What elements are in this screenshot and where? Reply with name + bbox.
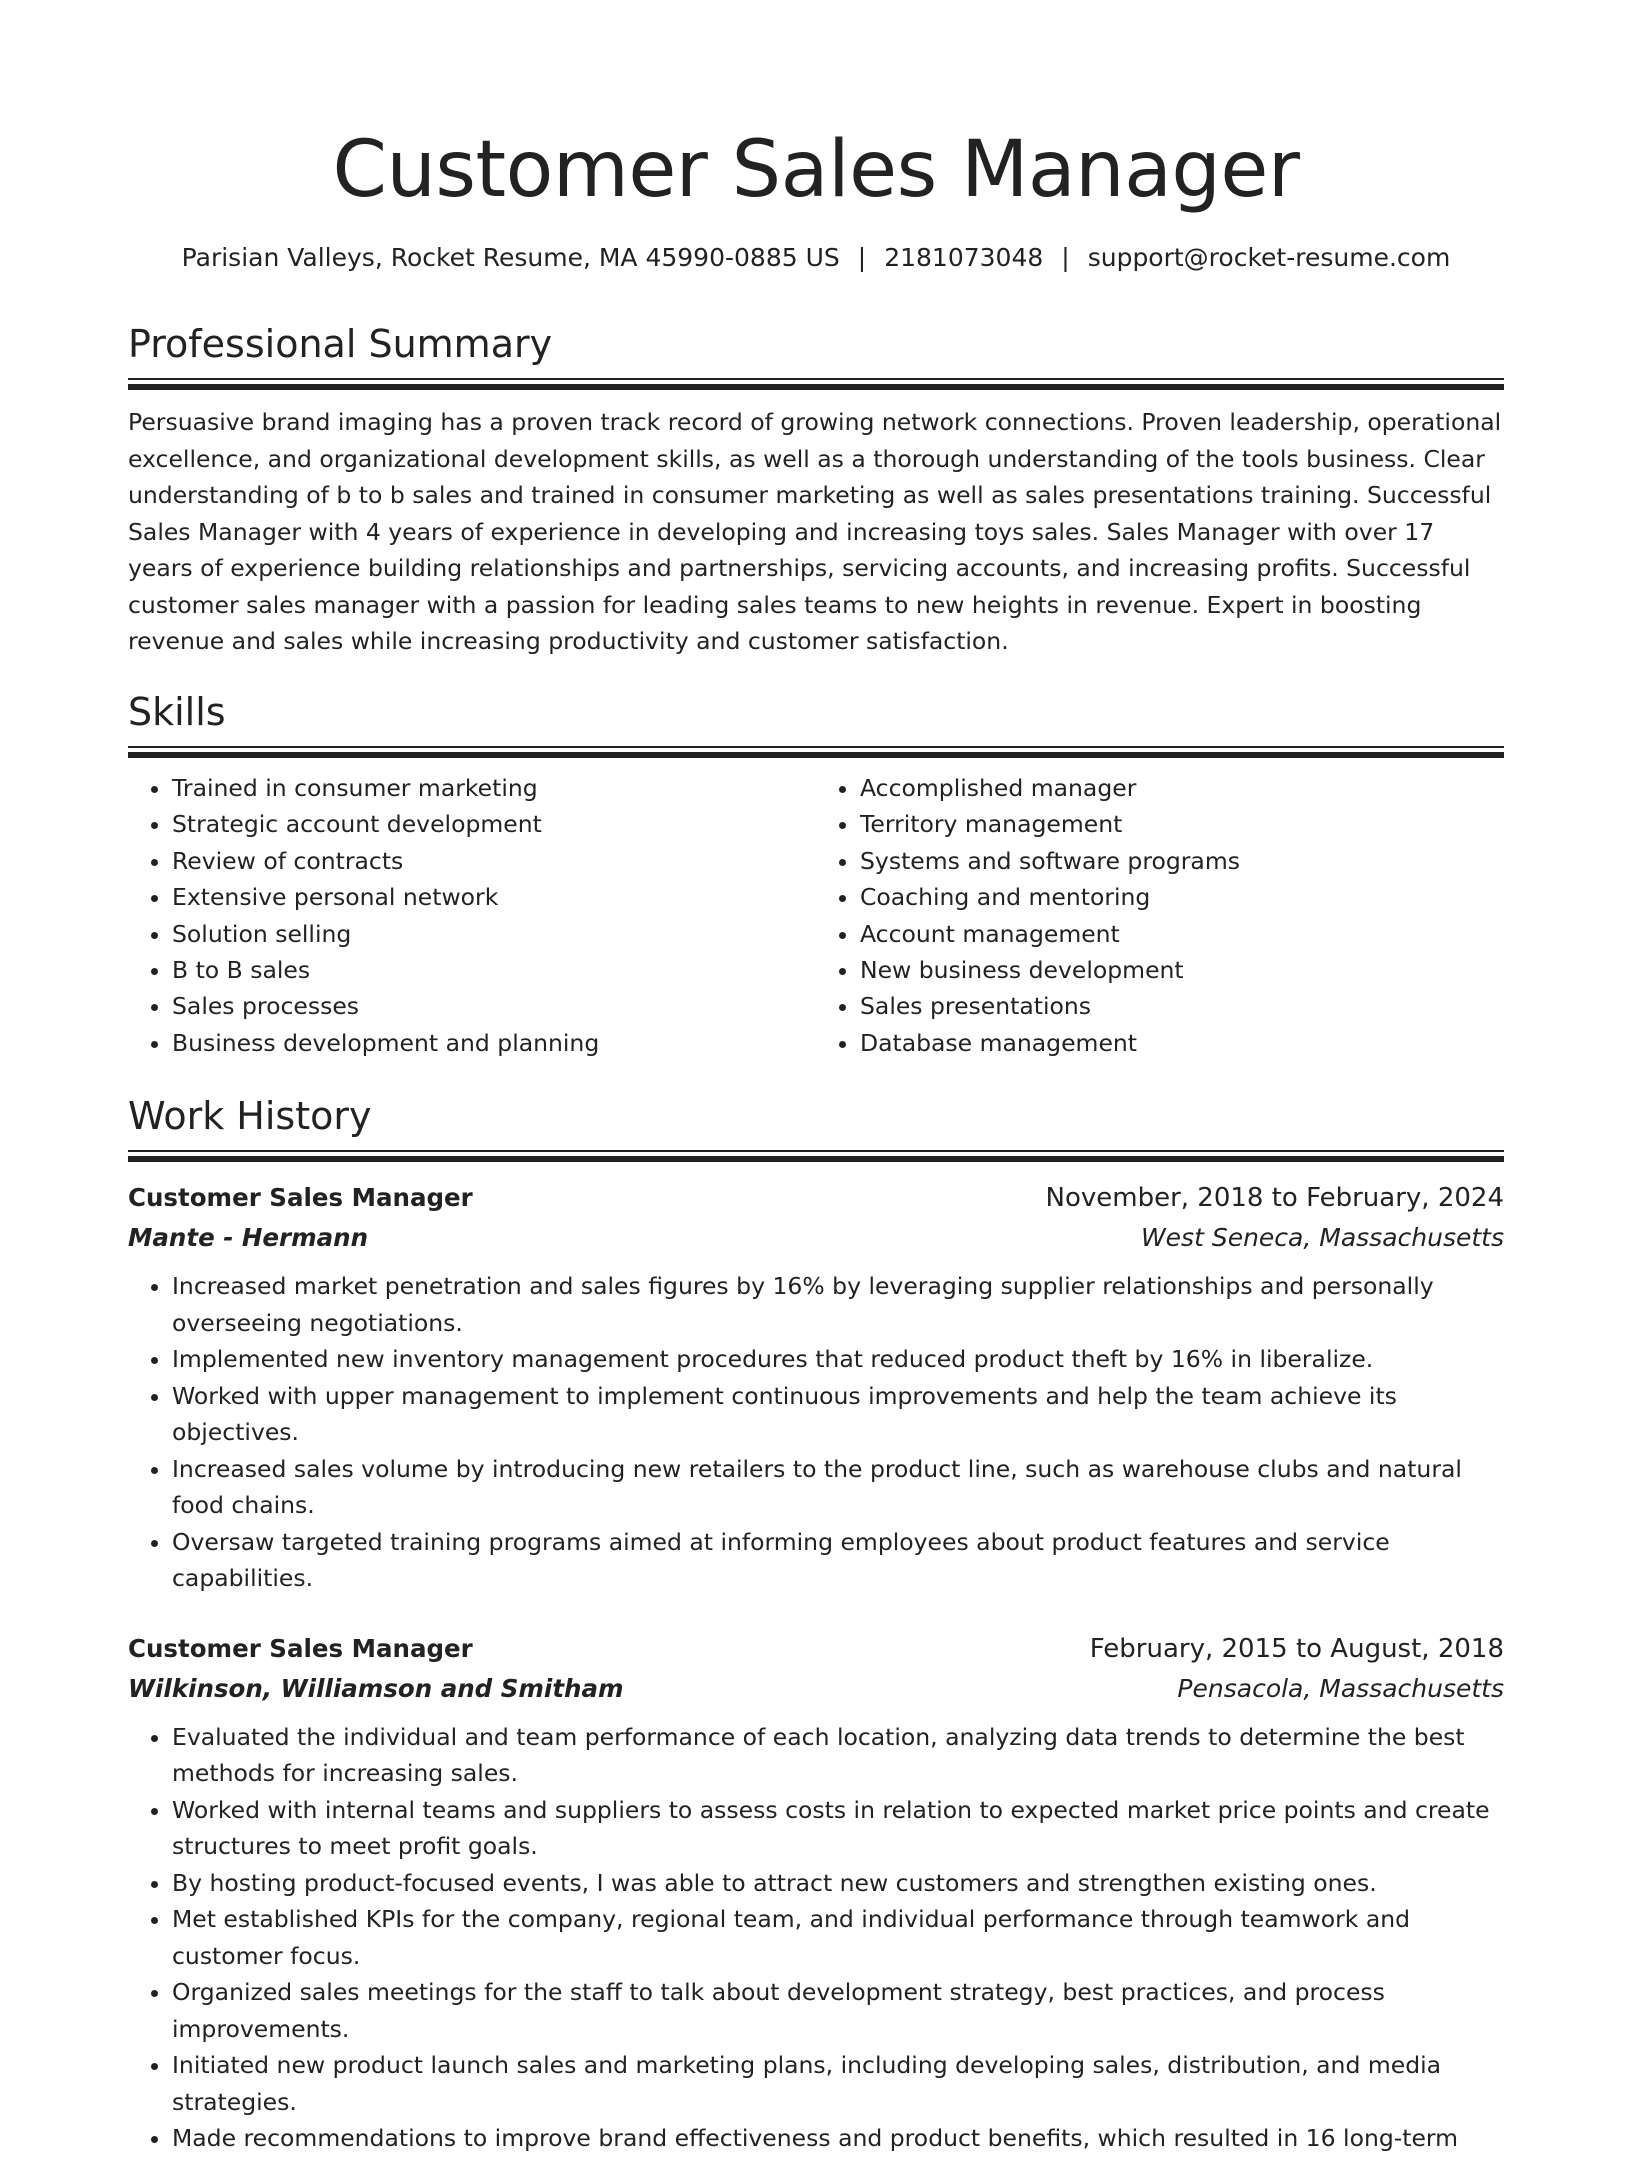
section-divider xyxy=(128,378,1504,390)
section-title-work-history: Work History xyxy=(128,1094,372,1138)
section-title-summary: Professional Summary xyxy=(128,322,553,366)
contact-separator: | xyxy=(857,243,867,272)
job-bullet: • Worked with internal teams and suppliers to assess costs in relation to expected market price points and create structures to meet profit goals. xyxy=(172,1792,1504,1865)
skill-item: • Sales processes xyxy=(172,988,816,1024)
job-bullet: • Increased sales volume by introducing new retailers to the product line, such as warehouse clubs and natural food chains. xyxy=(172,1451,1504,1524)
skills-list-right xyxy=(816,770,1504,1061)
section-title-skills: Skills xyxy=(128,690,226,734)
contact-line xyxy=(128,240,1504,276)
skill-item: • Strategic account development xyxy=(172,806,816,842)
work-history-section xyxy=(128,1092,1504,2157)
job-header-row xyxy=(128,1178,1504,1218)
skill-item: • Review of contracts xyxy=(172,843,816,879)
skill-item: • Trained in consumer marketing xyxy=(172,770,816,806)
contact-phone: 2181073048 xyxy=(884,243,1044,272)
skill-item: • Account management xyxy=(860,916,1504,952)
job-bullet: • Initiated new product launch sales and marketing plans, including developing sales, distribution, and media strategies. xyxy=(172,2047,1504,2120)
job-bullet: • Worked with upper management to implement continuous improvements and help the team achieve its objectives. xyxy=(172,1378,1504,1451)
resume-name: Customer Sales Manager xyxy=(332,125,1300,215)
job-bullet: • By hosting product-focused events, I was able to attract new customers and strengthen existing ones. xyxy=(172,1865,1504,1902)
skill-item: • Solution selling xyxy=(172,916,816,952)
job-bullet: • Evaluated the individual and team performance of each location, analyzing data trends to determine the best methods for increasing sales. xyxy=(172,1719,1504,1792)
resume-page xyxy=(128,0,1504,2152)
skill-item: • Sales presentations xyxy=(860,988,1504,1024)
job-dates: November, 2018 to February, 2024 xyxy=(1045,1183,1504,1213)
job-bullet: • Increased market penetration and sales figures by 16% by leveraging supplier relationships and personally overseeing negotiations. xyxy=(172,1268,1504,1341)
skill-item: • B to B sales xyxy=(172,952,816,988)
job-location: Pensacola, Massachusetts xyxy=(1177,1673,1504,1703)
job-bullet: • Made recommendations to improve brand effectiveness and product benefits, which resulted in 16 long-term xyxy=(172,2120,1504,2157)
job-bullet: • Implemented new inventory management procedures that reduced product theft by 16% in liberalize. xyxy=(172,1341,1504,1378)
job-company: Mante - Hermann xyxy=(128,1223,369,1252)
section-divider xyxy=(128,1150,1504,1162)
job-entry xyxy=(128,1178,1504,1597)
job-bullet: • Organized sales meetings for the staff to talk about development strategy, best practices, and process improvements. xyxy=(172,1974,1504,2047)
skill-item: • Business development and planning xyxy=(172,1025,816,1061)
skill-item: • Database management xyxy=(860,1025,1504,1061)
skill-item: • Accomplished manager xyxy=(860,770,1504,806)
job-entry xyxy=(128,1629,1504,2157)
skills-columns xyxy=(128,770,1504,1061)
job-bullet-list xyxy=(128,1268,1504,1597)
job-title: Customer Sales Manager xyxy=(128,1633,473,1663)
job-bullet: • Oversaw targeted training programs aimed at informing employees about product features and service capabilities. xyxy=(172,1524,1504,1597)
job-bullet: • Met established KPIs for the company, regional team, and individual performance through teamwork and customer focus. xyxy=(172,1901,1504,1974)
contact-separator: | xyxy=(1061,243,1070,272)
job-bullet-list xyxy=(128,1719,1504,2157)
job-location: West Seneca, Massachusetts xyxy=(1140,1223,1504,1252)
job-company-row xyxy=(128,1669,1504,1709)
job-company-row xyxy=(128,1218,1504,1258)
skill-item: • Coaching and mentoring xyxy=(860,879,1504,915)
skill-item: • Extensive personal network xyxy=(172,879,816,915)
skills-list-left xyxy=(128,770,816,1061)
skill-item: • New business development xyxy=(860,952,1504,988)
job-title: Customer Sales Manager xyxy=(128,1183,473,1212)
section-divider xyxy=(128,746,1504,758)
skill-item: • Systems and software programs xyxy=(860,843,1504,879)
job-company: Wilkinson, Williamson and Smitham xyxy=(128,1673,624,1703)
skills-section xyxy=(128,688,1504,1061)
skill-item: • Territory management xyxy=(860,806,1504,842)
job-header-row xyxy=(128,1629,1504,1669)
contact-address: Parisian Valleys, Rocket Resume, MA 45990-0885 US xyxy=(181,243,840,272)
summary-text: Persuasive brand imaging has a proven track record of growing network connections. Proven leadership, operational excellence, and organizational development skills, as well as a thorough understanding of the tools business. Clear understanding of b to b sales and trained in consumer marketing as well as sales presentations training. Successful Sales Manager with 4 years of experience in developing and increasing toys sales. Sales Manager with over 17 years of experience building relationships and partnerships, servicing accounts, and increasing profits. Successful customer sales manager with a passion for leading sales teams to new heights in revenue. Expert in boosting revenue and sales while increasing productivity and customer satisfaction. xyxy=(128,408,1502,655)
professional-summary-section xyxy=(128,320,1504,683)
job-dates: February, 2015 to August, 2018 xyxy=(1089,1633,1504,1664)
contact-email: support@rocket-resume.com xyxy=(1087,243,1451,272)
